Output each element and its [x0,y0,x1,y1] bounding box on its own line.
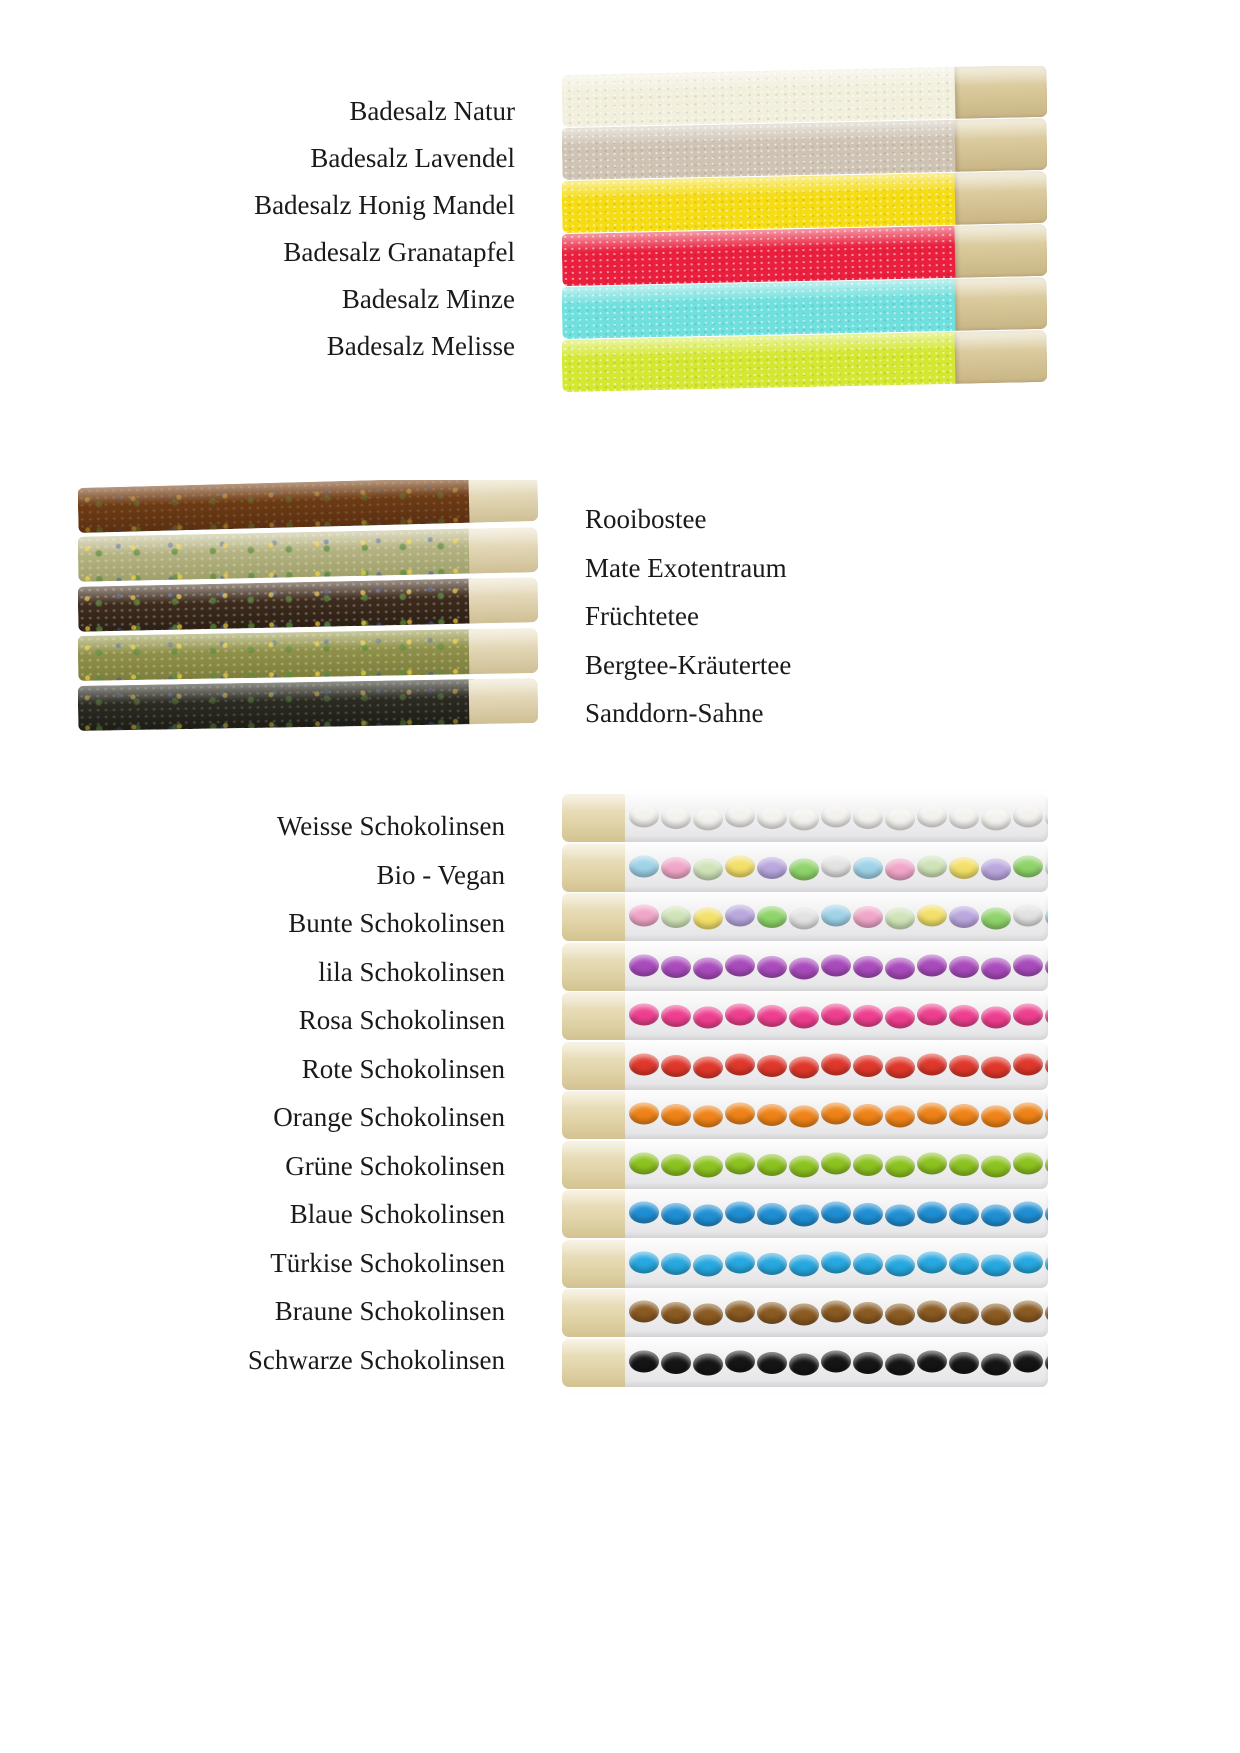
list-item: Rosa Schokolinsen [298,1005,505,1035]
list-item [562,844,1048,892]
chocolate-label-list [120,802,505,1384]
list-item [562,794,1048,842]
list-item: Badesalz Melisse [326,331,515,361]
list-item [562,1042,1048,1090]
list-item: lila Schokolinsen [318,956,505,987]
list-item [562,893,1048,941]
list-item: Badesalz Lavendel [310,143,515,173]
list-item: Sanddorn-Sahne [585,698,764,728]
list-item: Schwarze Schokolinsen [247,1344,505,1375]
list-item: Badesalz Granatapfel [283,237,515,267]
list-item [562,1289,1048,1337]
list-item: Früchtetee [585,601,699,631]
list-item: Bunte Schokolinsen [288,908,505,938]
tea-tubes-photo [78,480,538,738]
list-item [562,1141,1048,1189]
tea-label-list [585,495,1005,738]
list-item: Rooibostee [585,504,707,534]
list-item: Blaue Schokolinsen [289,1199,505,1229]
list-item: Mate Exotentraum [585,552,787,583]
list-item [562,1190,1048,1238]
list-item: Weisse Schokolinsen [276,811,505,841]
list-item [562,1339,1048,1387]
list-item: Badesalz Minze [341,284,515,314]
bath-salt-label-list [120,88,515,370]
list-item: Rote Schokolinsen [301,1053,505,1084]
list-item [562,1240,1048,1288]
list-item: Bio - Vegan [376,859,505,890]
list-item [562,943,1048,991]
list-item: Grüne Schokolinsen [285,1150,505,1181]
list-item: Braune Schokolinsen [274,1296,505,1326]
list-item: Orange Schokolinsen [273,1102,505,1132]
list-item: Badesalz Honig Mandel [254,190,515,220]
chocolate-lentil-tubes-photo [562,788,1048,1396]
list-item: Badesalz Natur [349,96,515,126]
list-item: Bergtee-Kräutertee [585,649,792,680]
list-item [562,1091,1048,1139]
bath-salt-tubes-photo [562,66,1047,393]
list-item: Türkise Schokolinsen [270,1247,505,1278]
list-item [562,992,1048,1040]
